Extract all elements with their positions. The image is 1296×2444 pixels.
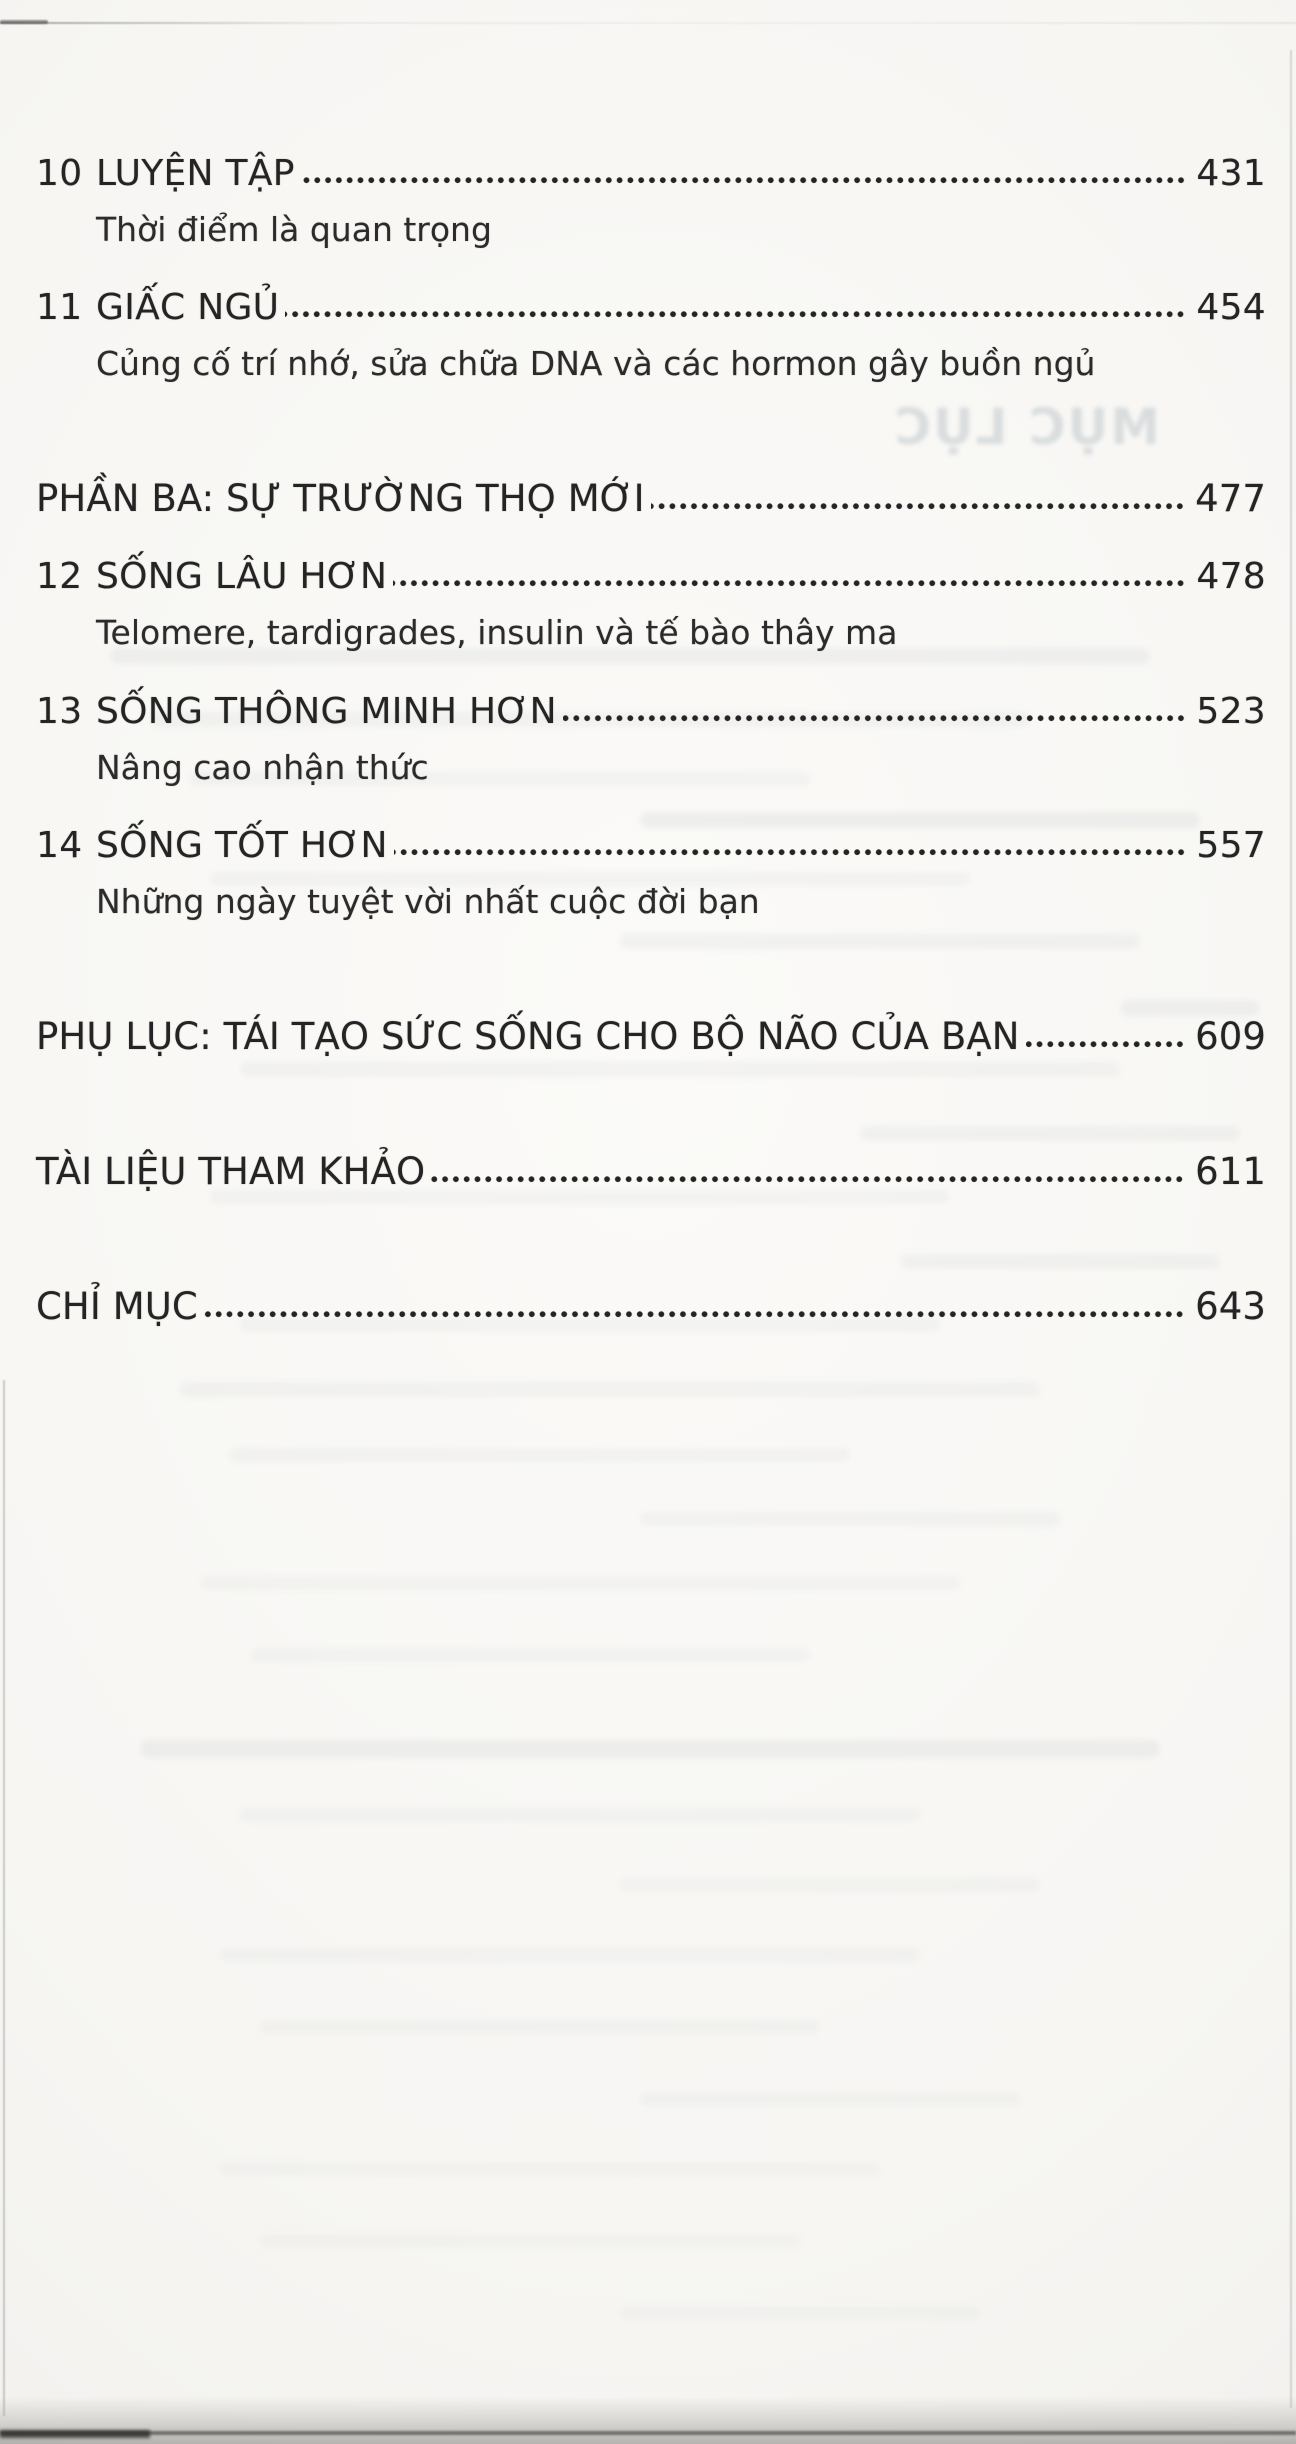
chapter-number: 11 [36,287,83,329]
chapter-title: LUYỆN TẬP [96,153,295,194]
bleedthrough-line [260,2234,800,2248]
bleedthrough-line [220,1948,920,1962]
toc-entry-title-row [36,286,1266,330]
page-number: 431 [1196,153,1266,194]
page-number: 478 [1196,556,1266,598]
part-title: PHỤ LỤC: TÁI TẠO SỨC SỐNG CHO BỘ NÃO CỦA BẠN [36,1014,1020,1058]
toc-entry [36,1014,1266,1059]
table-of-contents [36,152,1266,1363]
chapter-subtitle: Nâng cao nhận thức [96,747,429,787]
page-number: 477 [1195,477,1266,521]
toc-entry [36,690,1266,788]
dot-leader [1026,1039,1187,1049]
page-edge-top-line [0,22,1296,24]
part-title: CHỈ MỤC [36,1285,198,1329]
toc-entry-title-row [36,824,1266,868]
toc-entry [36,286,1266,384]
toc-entry [36,1284,1266,1329]
bleedthrough-line [620,1878,1040,1892]
page-edge-bottom-left-mark [0,2430,150,2438]
page-edge-top-corner-mark [0,20,48,24]
page-edge-right-line [1290,50,1292,2408]
page-edge-left-line [3,1380,5,2416]
chapter-title: GIẤC NGỦ [96,287,280,329]
toc-entry-title-row [36,1014,1266,1059]
page-number: 609 [1195,1014,1266,1058]
chapter-number: 13 [36,690,83,732]
chapter-title: SỐNG THÔNG MINH HƠN [96,690,557,732]
toc-entry-title-row [36,555,1266,599]
dot-leader [651,501,1187,511]
chapter-number: 10 [36,153,83,194]
bleedthrough-line [620,2306,980,2320]
bleedthrough-title-text: MỤC LỤC [892,398,1160,456]
dot-leader [431,1174,1187,1184]
bleedthrough-line [250,1648,810,1662]
page-number: 611 [1195,1150,1266,1194]
chapter-title: SỐNG TỐT HƠN [96,824,388,866]
page-number: 557 [1196,824,1266,866]
bleedthrough-line [640,1512,1060,1526]
toc-entry [36,476,1266,521]
toc-entry-title-row [36,1284,1266,1329]
bleedthrough-line [220,2162,880,2176]
dot-leader [394,847,1189,857]
toc-entry [36,152,1266,250]
chapter-subtitle: Củng cố trí nhớ, sửa chữa DNA và các hormon gây buồn ngủ [96,344,1096,384]
toc-entry-title-row [36,1149,1266,1194]
chapter-number: 12 [36,556,83,598]
bleedthrough-line [140,1740,1160,1758]
chapter-subtitle: Những ngày tuyệt vời nhất cuộc đời bạn [96,881,760,921]
bleedthrough-line [240,1808,920,1822]
bleedthrough-line [640,2092,1020,2106]
bleedthrough-line [230,1448,850,1462]
chapter-number: 14 [36,824,83,866]
dot-leader [204,1309,1187,1319]
chapter-subtitle: Thời điểm là quan trọng [96,209,492,249]
part-title: PHẦN BA: SỰ TRƯỜNG THỌ MỚI [36,477,645,521]
bleedthrough-line [260,2020,820,2034]
toc-entry-title-row [36,152,1266,196]
toc-entry [36,555,1266,653]
bleedthrough-line [200,1576,960,1590]
chapter-subtitle: Telomere, tardigrades, insulin và tế bào thây ma [96,613,898,653]
chapter-title: SỐNG LÂU HƠN [96,556,388,598]
toc-entry [36,824,1266,922]
page-edge-bottom-line [0,2431,1296,2435]
toc-entry-title-row [36,690,1266,734]
bleedthrough-line [180,1382,1040,1397]
page-edge-bottom-shadow [0,2396,1296,2444]
dot-leader [301,175,1189,185]
page-number: 523 [1196,690,1266,732]
toc-entry-title-row [36,476,1266,521]
part-title: TÀI LIỆU THAM KHẢO [36,1150,426,1194]
dot-leader [393,578,1188,588]
page-number: 454 [1196,287,1266,329]
toc-entry [36,1149,1266,1194]
dot-leader [285,309,1188,319]
page-number: 643 [1195,1285,1266,1329]
dot-leader [563,713,1189,723]
